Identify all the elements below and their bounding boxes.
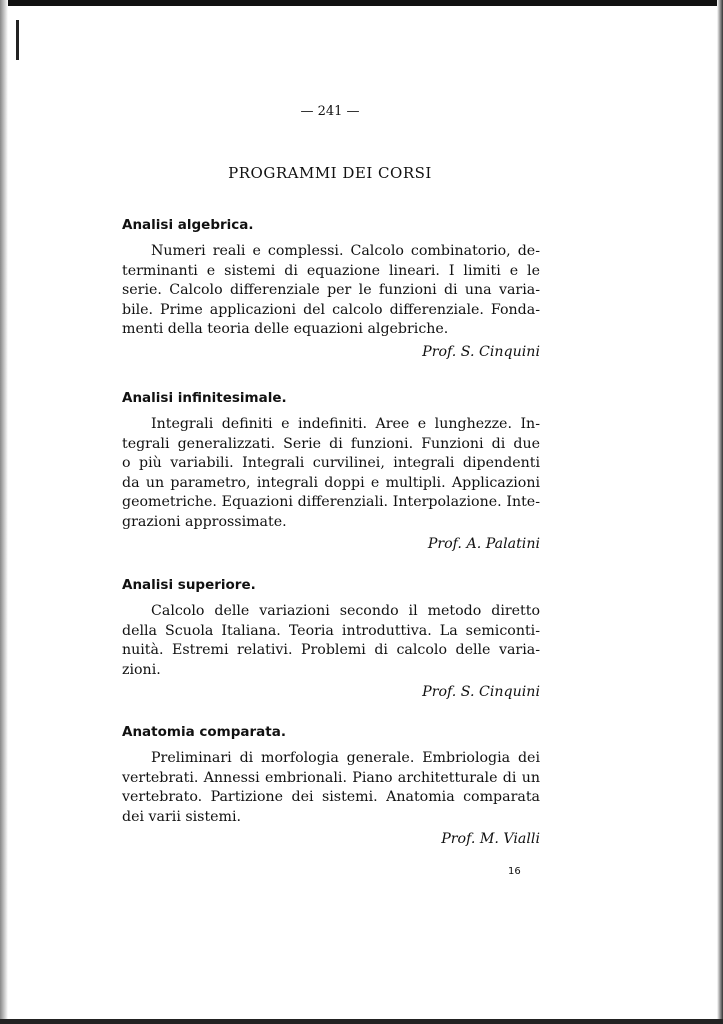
professor-name: Prof. M. Vialli xyxy=(441,831,540,847)
course-description-line: nuità. Estremi relativi. Problemi di calcolo delle varia- xyxy=(122,642,540,658)
signature-mark: 16 xyxy=(508,866,521,877)
scan-left-mark xyxy=(16,20,19,60)
course-description-line: bile. Prime applicazioni del calcolo differenziale. Fonda- xyxy=(122,301,540,318)
course-description-line: dei varii sistemi. xyxy=(122,808,242,825)
course-description-line: terminanti e sistemi di equazione lineari. I limiti e le xyxy=(122,262,540,279)
course-heading: Analisi algebrica. xyxy=(122,217,254,233)
course-section xyxy=(122,217,540,360)
course-heading: Analisi superiore. xyxy=(122,577,256,593)
course-section xyxy=(122,577,540,700)
scan-bottom-border xyxy=(0,1019,723,1024)
course-description-line: tegrali generalizzati. Serie di funzioni. Funzioni di due xyxy=(122,435,540,452)
course-heading: Anatomia comparata. xyxy=(122,724,286,740)
course-description-line: geometriche. Equazioni differenziali. Interpolazione. Inte- xyxy=(122,494,540,510)
course-description-line: della Scuola Italiana. Teoria introduttiva. La semiconti- xyxy=(122,622,540,639)
course-description-line: Numeri reali e complessi. Calcolo combinatorio, de- xyxy=(151,243,540,259)
course-description-line: Integrali definiti e indefiniti. Aree e lunghezze. In- xyxy=(151,416,540,432)
course-section xyxy=(122,390,540,552)
course-description-line: grazioni approssimate. xyxy=(122,513,287,530)
course-section xyxy=(122,724,540,847)
scan-right-edge xyxy=(717,0,723,1024)
course-description-line: Preliminari di morfologia generale. Embriologia dei xyxy=(151,750,540,766)
professor-name: Prof. A. Palatini xyxy=(427,536,540,552)
course-heading: Analisi infinitesimale. xyxy=(122,390,287,406)
page-title: PROGRAMMI DEI CORSI xyxy=(228,164,432,182)
course-description-line: vertebrato. Partizione dei sistemi. Anatomia comparata xyxy=(122,789,540,805)
course-description-line: menti della teoria delle equazioni algebriche. xyxy=(122,321,449,337)
course-description-line: Calcolo delle variazioni secondo il metodo diretto xyxy=(151,603,540,619)
scan-left-edge xyxy=(0,0,8,1024)
course-description-line: zioni. xyxy=(122,661,161,678)
course-description-line: vertebrati. Annessi embrionali. Piano architetturale di un xyxy=(122,769,540,786)
professor-name: Prof. S. Cinquini xyxy=(422,684,540,700)
course-description-line: serie. Calcolo differenziale per le funzioni di una varia- xyxy=(122,282,540,298)
professor-name: Prof. S. Cinquini xyxy=(422,343,540,360)
page-number: — 241 — xyxy=(300,104,360,119)
course-description-line: o più variabili. Integrali curvilinei, integrali dipendenti xyxy=(122,455,540,471)
scan-top-border xyxy=(0,0,723,6)
course-description-line: da un parametro, integrali doppi e multipli. Applicazioni xyxy=(122,474,540,491)
